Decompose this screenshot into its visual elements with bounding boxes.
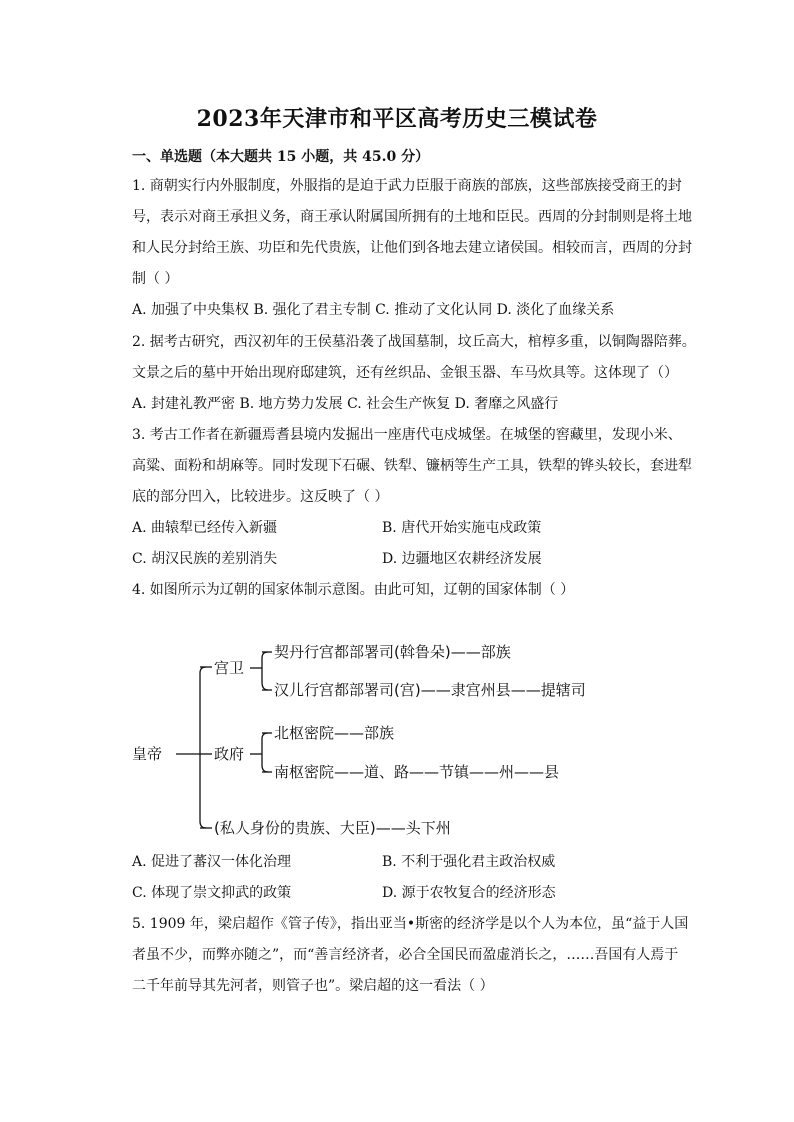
q3-options-row-1 <box>132 518 692 538</box>
q3-line-3: 底的部分凹入，比较进步。这反映了（ ） <box>132 489 389 505</box>
q2-line-2: 文景之后的墓中开始出现府邸建筑，还有丝织品、金银玉器、车马炊具等。这体现了（） <box>132 365 678 381</box>
node-han-palace-office: 汉儿行宫都部署司(宫)——隶宫州县——提辖司 <box>274 681 586 699</box>
q4-option-a: A. 促进了蕃汉一体化治理 <box>132 854 292 870</box>
q1-line-4: 制（ ） <box>132 271 179 287</box>
q1-line-1: 1. 商朝实行内外服制度，外服指的是迫于武力臣服于商族的部族，这些部族接受商王的封 <box>132 178 682 194</box>
q2-options: A. 封建礼教严密 B. 地方势力发展 C. 社会生产恢复 D. 奢靡之风盛行 <box>132 396 559 412</box>
q3-option-b: B. 唐代开始实施屯戍政策 <box>382 520 542 536</box>
q1-line-3: 和人民分封给王族、功臣和先代贵族，让他们到各地去建立诸侯国。相较而言，西周的分封 <box>132 240 692 256</box>
node-emperor: 皇帝 <box>132 745 163 763</box>
q5-line-1: 5. 1909 年，梁启超作《管子传》，指出亚当•斯密的经济学是以个人为本位，虽“益于人国 <box>132 916 689 932</box>
q4-options-row-2 <box>132 883 692 903</box>
section-heading: 一、单选题（本大题共 15 小题，共 45.0 分） <box>132 149 430 165</box>
q5-line-3: 二千年前导其先河者，则管子也”。梁启超的这一看法（ ） <box>132 978 494 994</box>
q1-options: A. 加强了中央集权 B. 强化了君主专制 C. 推动了文化认同 D. 淡化了血缘关系 <box>132 302 615 318</box>
q4-option-d: D. 源于农牧复合的经济形态 <box>382 885 556 901</box>
node-khitan-palace-office: 契丹行宫都部署司(斡鲁朵)——部族 <box>274 643 511 661</box>
q3-line-2: 高粱、面粉和胡麻等。同时发现下石碾、铁犁、镰柄等生产工具，铁犁的铧头较长，套进犁 <box>132 458 692 474</box>
q4-stem: 4. 如图所示为辽朝的国家体制示意图。由此可知，辽朝的国家体制（ ） <box>132 582 575 598</box>
q3-option-a: A. 曲辕犁已经传入新疆 <box>132 520 278 536</box>
q4-options-row-1 <box>132 852 692 872</box>
q3-options-row-2 <box>132 549 692 569</box>
q3-option-c: C. 胡汉民族的差别消失 <box>132 551 278 567</box>
q1-line-2: 号，表示对商王承担义务，商王承认附属国所拥有的土地和臣民。西周的分封制则是将土地 <box>132 209 692 225</box>
q2-line-1: 2. 据考古研究，西汉初年的王侯墓沿袭了战国墓制，坟丘高大，棺椁多重，以铜陶器陪葬。 <box>132 334 696 350</box>
q3-line-1: 3. 考古工作者在新疆焉耆县境内发掘出一座唐代屯戍城堡。在城堡的窖藏里，发现小米、 <box>132 427 682 443</box>
q4-option-b: B. 不利于强化君主政治权威 <box>382 854 556 870</box>
q5-line-2: 者虽不少，而弊亦随之”，而“善言经济者，必合全国民而盈虚消长之，……吾国有人焉于 <box>132 947 679 963</box>
node-northern-council: 北枢密院——部族 <box>274 724 395 742</box>
node-government: 政府 <box>214 745 245 763</box>
node-southern-council: 南枢密院——道、路——节镇——州——县 <box>274 763 560 781</box>
q4-option-c: C. 体现了崇文抑武的政策 <box>132 885 292 901</box>
node-private-prefecture: (私人身份的贵族、大臣)——头下州 <box>214 819 451 837</box>
page-title: 2023年天津市和平区高考历史三模试卷 <box>196 106 598 132</box>
q3-option-d: D. 边疆地区农耕经济发展 <box>382 551 542 567</box>
node-palace-guard: 宫卫 <box>214 659 245 677</box>
